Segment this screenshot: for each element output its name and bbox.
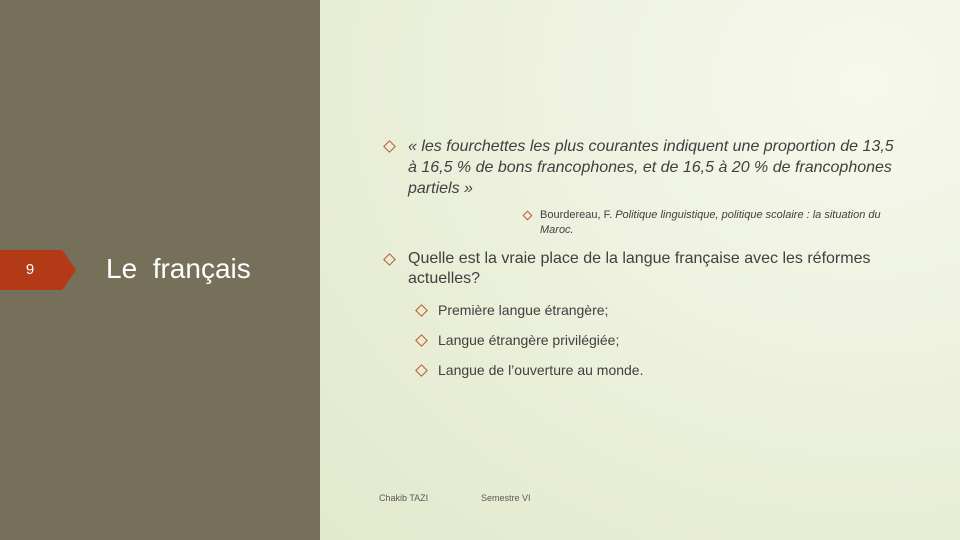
footer-semester: Semestre VI xyxy=(481,493,531,503)
source-author: Bourdereau, F. xyxy=(540,209,616,221)
source-title: Politique linguistique, politique scolaire : la situation du Maroc. xyxy=(540,209,881,236)
answer-text: Langue étrangère privilégiée; xyxy=(438,332,620,348)
slide-title: Le français xyxy=(106,253,251,284)
bullet-question xyxy=(383,249,903,289)
diamond-bullet-icon xyxy=(415,334,428,347)
source-text xyxy=(540,208,904,238)
diamond-bullet-icon xyxy=(383,140,396,153)
diamond-bullet-icon xyxy=(383,253,396,266)
quote-text: « les fourchettes les plus courantes indiquent une proportion de 13,5 à 16,5 % de bons francophones, et de 16,5 à 20 % de francophones partiels » xyxy=(408,138,894,197)
diamond-bullet-icon xyxy=(415,364,428,377)
answer-text: Première langue étrangère; xyxy=(438,302,609,318)
bullet-answer xyxy=(415,361,815,379)
bullet-source xyxy=(524,208,904,238)
bullet-answer xyxy=(415,331,815,349)
bullet-answer xyxy=(415,301,815,319)
diamond-bullet-icon xyxy=(523,211,533,221)
slide-number: 9 xyxy=(25,261,35,278)
answer-text: Langue de l’ouverture au monde. xyxy=(438,362,644,378)
bullet-quote xyxy=(383,136,903,199)
diamond-bullet-icon xyxy=(415,304,428,317)
footer-author: Chakib TAZI xyxy=(379,493,429,503)
question-text: Quelle est la vraie place de la langue française avec les réformes actuelles? xyxy=(408,250,871,287)
